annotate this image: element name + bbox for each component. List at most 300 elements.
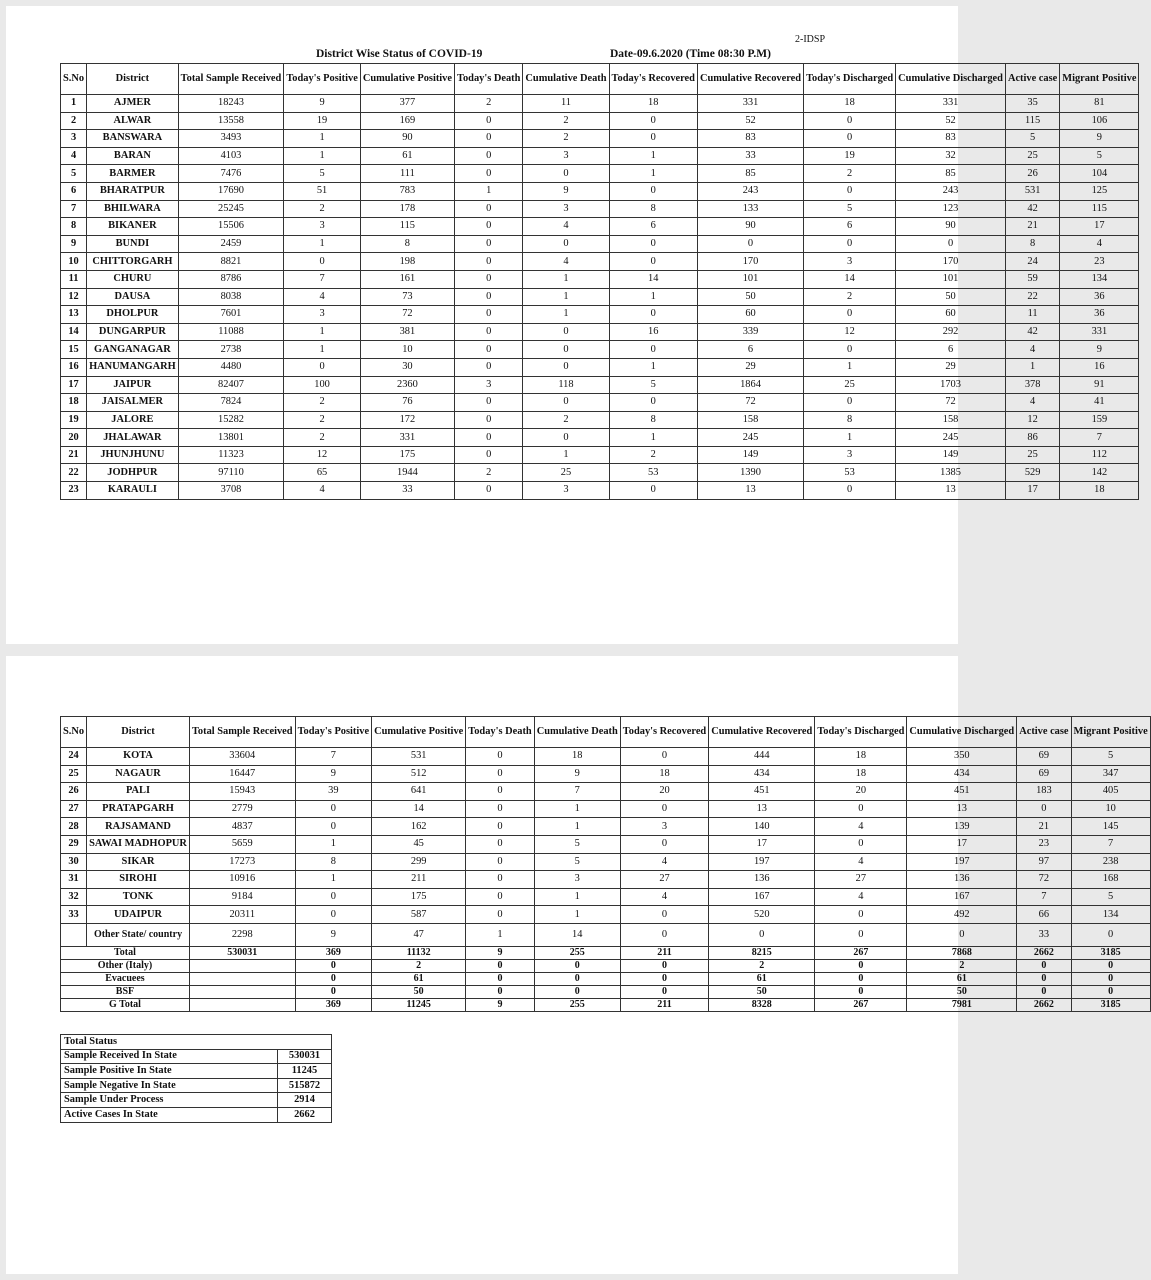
data-cell: 170 <box>697 253 803 271</box>
summary-cell: 2662 <box>1017 946 1071 959</box>
summary-cell: 0 <box>620 985 708 998</box>
data-cell: 53 <box>609 464 697 482</box>
data-cell: 1 <box>284 147 361 165</box>
data-cell: 2 <box>523 112 609 130</box>
district-name: AJMER <box>87 95 179 113</box>
district-name: JODHPUR <box>87 464 179 482</box>
data-cell: 0 <box>455 323 523 341</box>
data-cell: 8 <box>1005 235 1059 253</box>
data-cell: 115 <box>360 218 454 236</box>
data-cell: 30 <box>360 358 454 376</box>
data-cell: 1 <box>284 235 361 253</box>
total-status-table <box>60 1034 332 1123</box>
data-cell: 123 <box>896 200 1006 218</box>
data-cell: 0 <box>466 871 534 889</box>
table-row <box>61 783 1151 801</box>
data-cell: 13 <box>896 482 1006 500</box>
data-cell: 434 <box>709 765 815 783</box>
district-name: ALWAR <box>87 112 179 130</box>
data-cell: 112 <box>1060 446 1139 464</box>
district-name: KARAULI <box>87 482 179 500</box>
data-cell: 2 <box>804 165 896 183</box>
serial-number: 14 <box>61 323 87 341</box>
data-cell: 16447 <box>189 765 295 783</box>
column-header: Today's Discharged <box>815 717 907 748</box>
data-cell: 91 <box>1060 376 1139 394</box>
column-header: Cumulative Positive <box>360 64 454 95</box>
column-header: Cumulative Discharged <box>896 64 1006 95</box>
data-cell: 18 <box>804 95 896 113</box>
data-cell: 24 <box>1005 253 1059 271</box>
data-cell: 1 <box>523 288 609 306</box>
serial-number: 7 <box>61 200 87 218</box>
data-cell: 13 <box>907 800 1017 818</box>
data-cell: 81 <box>1060 95 1139 113</box>
table-row <box>61 323 1139 341</box>
data-cell: 2459 <box>178 235 284 253</box>
data-cell: 1 <box>804 358 896 376</box>
district-name: DHOLPUR <box>87 306 179 324</box>
table-row <box>61 853 1151 871</box>
status-row <box>61 1107 332 1122</box>
data-cell: 0 <box>896 235 1006 253</box>
data-cell: 5 <box>804 200 896 218</box>
data-cell: 85 <box>896 165 1006 183</box>
data-cell: 0 <box>455 411 523 429</box>
data-cell: 65 <box>284 464 361 482</box>
data-cell: 10 <box>1071 800 1150 818</box>
summary-cell: 0 <box>466 972 534 985</box>
summary-cell: 0 <box>1071 972 1150 985</box>
data-cell: 167 <box>709 888 815 906</box>
column-header: Today's Discharged <box>804 64 896 95</box>
data-cell: 0 <box>455 112 523 130</box>
data-cell: 0 <box>295 906 372 924</box>
data-cell: 10916 <box>189 871 295 889</box>
data-cell: 3 <box>523 482 609 500</box>
data-cell: 4 <box>1005 341 1059 359</box>
district-name: SAWAI MADHOPUR <box>87 835 190 853</box>
data-cell: 4 <box>1060 235 1139 253</box>
data-cell: 4 <box>620 853 708 871</box>
data-cell: 1 <box>455 182 523 200</box>
data-cell: 145 <box>1071 818 1150 836</box>
data-cell: 0 <box>466 783 534 801</box>
data-cell: 11088 <box>178 323 284 341</box>
data-cell: 11323 <box>178 446 284 464</box>
data-cell: 27 <box>815 871 907 889</box>
data-cell: 140 <box>709 818 815 836</box>
data-cell: 29 <box>697 358 803 376</box>
data-cell: 16 <box>609 323 697 341</box>
summary-cell: 211 <box>620 998 708 1011</box>
summary-cell: 0 <box>295 959 372 972</box>
data-cell: 378 <box>1005 376 1059 394</box>
data-cell: 641 <box>372 783 466 801</box>
data-cell: 0 <box>609 341 697 359</box>
summary-cell: 9 <box>466 946 534 959</box>
header-row <box>61 717 1151 748</box>
data-cell: 238 <box>1071 853 1150 871</box>
data-cell: 7 <box>284 270 361 288</box>
serial-number: 29 <box>61 835 87 853</box>
data-cell: 3708 <box>178 482 284 500</box>
data-cell: 106 <box>1060 112 1139 130</box>
serial-number: 5 <box>61 165 87 183</box>
data-cell: 3 <box>523 147 609 165</box>
summary-cell: 50 <box>709 985 815 998</box>
summary-cell: 0 <box>1017 972 1071 985</box>
data-cell: 178 <box>360 200 454 218</box>
data-cell: 0 <box>295 800 372 818</box>
data-cell: 17273 <box>189 853 295 871</box>
data-cell: 25 <box>1005 147 1059 165</box>
data-cell: 2 <box>523 411 609 429</box>
data-cell: 3 <box>284 306 361 324</box>
table-row <box>61 358 1139 376</box>
data-cell: 1 <box>295 871 372 889</box>
data-cell: 0 <box>455 394 523 412</box>
data-cell: 0 <box>804 235 896 253</box>
column-header: Today's Recovered <box>620 717 708 748</box>
data-cell: 14 <box>804 270 896 288</box>
data-cell: 66 <box>1017 906 1071 924</box>
data-cell: 2360 <box>360 376 454 394</box>
data-cell: 101 <box>896 270 1006 288</box>
data-cell: 0 <box>284 358 361 376</box>
data-cell: 52 <box>697 112 803 130</box>
data-cell: 33 <box>1017 923 1071 946</box>
data-cell: 4480 <box>178 358 284 376</box>
data-cell: 8 <box>609 411 697 429</box>
data-cell: 198 <box>360 253 454 271</box>
data-cell: 0 <box>523 323 609 341</box>
data-cell: 13 <box>697 482 803 500</box>
data-cell: 25 <box>523 464 609 482</box>
column-header: Migrant Positive <box>1071 717 1150 748</box>
summary-label: Evacuees <box>61 972 190 985</box>
status-row <box>61 1078 332 1093</box>
summary-cell: 2 <box>709 959 815 972</box>
data-cell: 783 <box>360 182 454 200</box>
data-cell: 350 <box>907 748 1017 766</box>
table-row <box>61 429 1139 447</box>
data-cell: 2 <box>804 288 896 306</box>
data-cell: 90 <box>896 218 1006 236</box>
data-cell: 134 <box>1071 906 1150 924</box>
data-cell: 8786 <box>178 270 284 288</box>
data-cell: 18 <box>609 95 697 113</box>
data-cell: 82407 <box>178 376 284 394</box>
data-cell: 2 <box>284 429 361 447</box>
data-cell: 19 <box>804 147 896 165</box>
data-cell: 587 <box>372 906 466 924</box>
data-cell: 9 <box>295 923 372 946</box>
status-value: 515872 <box>278 1078 332 1093</box>
data-cell: 11 <box>1005 306 1059 324</box>
data-cell: 36 <box>1060 306 1139 324</box>
summary-label: BSF <box>61 985 190 998</box>
data-cell: 17 <box>907 835 1017 853</box>
data-cell: 60 <box>896 306 1006 324</box>
data-cell: 142 <box>1060 464 1139 482</box>
data-cell: 0 <box>804 341 896 359</box>
data-cell: 19 <box>284 112 361 130</box>
data-cell: 1 <box>1005 358 1059 376</box>
serial-number: 24 <box>61 748 87 766</box>
data-cell: 72 <box>360 306 454 324</box>
data-cell: 0 <box>295 818 372 836</box>
data-cell: 4 <box>284 288 361 306</box>
data-cell: 9 <box>284 95 361 113</box>
column-header: Today's Positive <box>284 64 361 95</box>
data-cell: 97 <box>1017 853 1071 871</box>
data-cell: 8 <box>609 200 697 218</box>
district-table-2 <box>60 716 1151 1012</box>
column-header: Today's Positive <box>295 717 372 748</box>
data-cell: 45 <box>372 835 466 853</box>
serial-number: 33 <box>61 906 87 924</box>
data-cell: 7476 <box>178 165 284 183</box>
data-cell: 118 <box>523 376 609 394</box>
serial-number: 1 <box>61 95 87 113</box>
data-cell: 5 <box>609 376 697 394</box>
column-header: District <box>87 717 190 748</box>
status-label: Active Cases In State <box>61 1107 278 1122</box>
data-cell: 52 <box>896 112 1006 130</box>
data-cell: 13801 <box>178 429 284 447</box>
data-cell: 2 <box>284 411 361 429</box>
data-cell: 16 <box>1060 358 1139 376</box>
other-state-row <box>61 923 1151 946</box>
data-cell: 23 <box>1060 253 1139 271</box>
district-name: HANUMANGARH <box>87 358 179 376</box>
data-cell: 72 <box>697 394 803 412</box>
data-cell: 2 <box>284 394 361 412</box>
data-cell: 51 <box>284 182 361 200</box>
table-row <box>61 818 1151 836</box>
data-cell: 0 <box>1017 800 1071 818</box>
data-cell: 0 <box>455 341 523 359</box>
data-cell: 347 <box>1071 765 1150 783</box>
data-cell: 299 <box>372 853 466 871</box>
data-cell: 0 <box>709 923 815 946</box>
status-label: Sample Received In State <box>61 1049 278 1064</box>
data-cell: 1 <box>466 923 534 946</box>
data-cell: 39 <box>295 783 372 801</box>
summary-cell: 0 <box>534 985 620 998</box>
status-label: Sample Positive In State <box>61 1064 278 1079</box>
data-cell: 0 <box>455 147 523 165</box>
data-cell: 2 <box>523 130 609 148</box>
data-cell: 434 <box>907 765 1017 783</box>
summary-row <box>61 998 1151 1011</box>
data-cell: 6 <box>609 218 697 236</box>
table-row <box>61 800 1151 818</box>
column-header: Today's Death <box>466 717 534 748</box>
data-cell: 90 <box>360 130 454 148</box>
data-cell: 0 <box>523 358 609 376</box>
table-row <box>61 394 1139 412</box>
table-row <box>61 411 1139 429</box>
data-cell: 1385 <box>896 464 1006 482</box>
data-cell: 2 <box>455 464 523 482</box>
data-cell: 0 <box>609 182 697 200</box>
data-cell: 41 <box>1060 394 1139 412</box>
summary-cell: 0 <box>1071 959 1150 972</box>
data-cell: 331 <box>1060 323 1139 341</box>
data-cell: 6 <box>896 341 1006 359</box>
data-cell: 292 <box>896 323 1006 341</box>
data-cell: 0 <box>609 482 697 500</box>
table-row <box>61 253 1139 271</box>
serial-number: 18 <box>61 394 87 412</box>
data-cell: 73 <box>360 288 454 306</box>
data-cell: 0 <box>609 112 697 130</box>
data-cell: 0 <box>466 818 534 836</box>
data-cell: 377 <box>360 95 454 113</box>
data-cell: 158 <box>697 411 803 429</box>
status-label: Sample Under Process <box>61 1093 278 1108</box>
data-cell: 27 <box>620 871 708 889</box>
data-cell: 0 <box>455 446 523 464</box>
serial-number: 23 <box>61 482 87 500</box>
table-row <box>61 765 1151 783</box>
data-cell: 0 <box>466 765 534 783</box>
table-row <box>61 165 1139 183</box>
district-name: BANSWARA <box>87 130 179 148</box>
data-cell: 245 <box>697 429 803 447</box>
data-cell: 100 <box>284 376 361 394</box>
data-cell: 3 <box>523 200 609 218</box>
data-cell: 175 <box>372 888 466 906</box>
data-cell: 61 <box>360 147 454 165</box>
data-cell: 9 <box>534 765 620 783</box>
table-row <box>61 871 1151 889</box>
serial-number: 22 <box>61 464 87 482</box>
data-cell: 50 <box>697 288 803 306</box>
data-cell: 331 <box>896 95 1006 113</box>
data-cell: 59 <box>1005 270 1059 288</box>
summary-cell: 3185 <box>1071 998 1150 1011</box>
summary-cell: 369 <box>295 998 372 1011</box>
summary-label: G Total <box>61 998 190 1011</box>
district-name: UDAIPUR <box>87 906 190 924</box>
serial-number <box>61 923 87 946</box>
status-title-row <box>61 1035 332 1050</box>
data-cell: 125 <box>1060 182 1139 200</box>
table-row <box>61 200 1139 218</box>
data-cell: 2779 <box>189 800 295 818</box>
summary-cell: 61 <box>372 972 466 985</box>
district-name: BARAN <box>87 147 179 165</box>
data-cell: 50 <box>896 288 1006 306</box>
data-cell: 6 <box>804 218 896 236</box>
data-cell: 0 <box>620 835 708 853</box>
data-cell: 5 <box>1060 147 1139 165</box>
data-cell: 9 <box>295 765 372 783</box>
data-cell: 18 <box>815 765 907 783</box>
data-cell: 33604 <box>189 748 295 766</box>
data-cell: 531 <box>1005 182 1059 200</box>
data-cell: 12 <box>284 446 361 464</box>
data-cell: 0 <box>804 130 896 148</box>
table-row <box>61 446 1139 464</box>
data-cell: 4 <box>523 253 609 271</box>
column-header: Total Sample Received <box>178 64 284 95</box>
data-cell: 12 <box>804 323 896 341</box>
data-cell: 18 <box>620 765 708 783</box>
serial-number: 15 <box>61 341 87 359</box>
data-cell: 23 <box>1017 835 1071 853</box>
data-cell: 15506 <box>178 218 284 236</box>
data-cell: 9 <box>1060 341 1139 359</box>
data-cell: 167 <box>907 888 1017 906</box>
summary-cell: 0 <box>466 959 534 972</box>
summary-cell: 7981 <box>907 998 1017 1011</box>
table-row <box>61 218 1139 236</box>
district-name: BIKANER <box>87 218 179 236</box>
serial-number: 10 <box>61 253 87 271</box>
summary-cell: 11132 <box>372 946 466 959</box>
data-cell: 0 <box>455 253 523 271</box>
district-name: BHARATPUR <box>87 182 179 200</box>
table-row <box>61 95 1139 113</box>
table-row <box>61 482 1139 500</box>
data-cell: 8 <box>295 853 372 871</box>
data-cell: 69 <box>1017 765 1071 783</box>
data-cell: 0 <box>609 306 697 324</box>
data-cell: 149 <box>896 446 1006 464</box>
summary-cell: 0 <box>1071 985 1150 998</box>
district-name: JAIPUR <box>87 376 179 394</box>
data-cell: 6 <box>697 341 803 359</box>
data-cell: 0 <box>466 800 534 818</box>
data-cell: 0 <box>815 835 907 853</box>
data-cell: 0 <box>1071 923 1150 946</box>
data-cell: 175 <box>360 446 454 464</box>
district-name: JALORE <box>87 411 179 429</box>
data-cell: 8 <box>804 411 896 429</box>
data-cell: 1 <box>609 147 697 165</box>
data-cell: 0 <box>804 112 896 130</box>
table-row <box>61 888 1151 906</box>
column-header: Cumulative Death <box>523 64 609 95</box>
data-cell: 115 <box>1005 112 1059 130</box>
data-cell: 0 <box>697 235 803 253</box>
data-cell: 0 <box>455 429 523 447</box>
summary-cell: 0 <box>620 972 708 985</box>
district-name: DUNGARPUR <box>87 323 179 341</box>
data-cell: 243 <box>697 182 803 200</box>
district-name: BUNDI <box>87 235 179 253</box>
summary-cell: 530031 <box>189 946 295 959</box>
data-cell: 520 <box>709 906 815 924</box>
data-cell: 5 <box>1071 888 1150 906</box>
serial-number: 12 <box>61 288 87 306</box>
data-cell: 4 <box>815 888 907 906</box>
data-cell: 1703 <box>896 376 1006 394</box>
data-cell: 7 <box>1060 429 1139 447</box>
data-cell: 12 <box>1005 411 1059 429</box>
status-value: 2662 <box>278 1107 332 1122</box>
summary-cell: 255 <box>534 998 620 1011</box>
column-header: Cumulative Discharged <box>907 717 1017 748</box>
data-cell: 1 <box>534 800 620 818</box>
district-name: RAJSAMAND <box>87 818 190 836</box>
data-cell: 531 <box>372 748 466 766</box>
data-cell: 0 <box>523 235 609 253</box>
